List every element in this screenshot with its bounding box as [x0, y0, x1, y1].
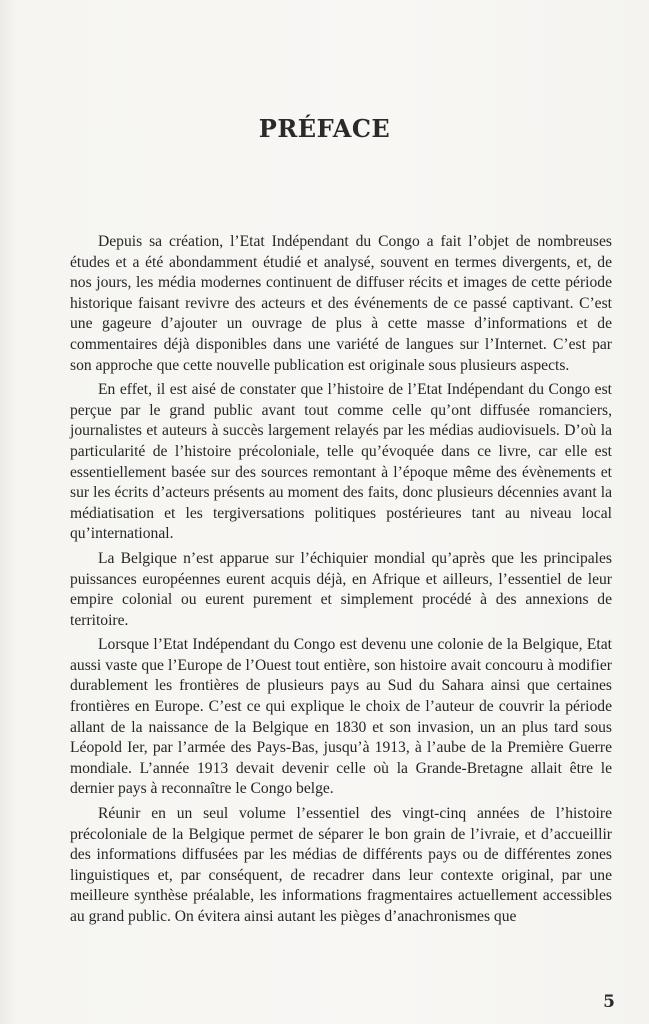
paragraph-4: Lorsque l’Etat Indépendant du Congo est devenu une colonie de la Belgique, Etat aussi vaste que l’Europe de l’Ouest tout entière, son histoire avait concouru à modifier durablement les frontières de plusieurs pays au Sud du Sahara ainsi que certaines frontières en Europe. C’est ce qui explique le choix de l’auteur de couvrir la période allant de la naissance de la Belgique en 1830 et son invasion, un an plus tard sous Léopold Ier, par l’armée des Pays-Bas, jusqu’à 1913, à l’aube de la Première Guerre mondiale. L’année 1913 devait devenir celle où la Grande-Bretagne allait être le dernier pays à reconnaître le Congo belge. [70, 636, 612, 798]
paragraph-2: En effet, il est aisé de constater que l’histoire de l’Etat Indépendant du Congo est perçue par le grand public avant tout comme celle qu’ont diffusée romanciers, journalistes et auteurs à succès largement relayés par les médias audiovisuels. D’où la particularité de l’histoire précoloniale, telle qu’évoquée dans ce livre, car elle est essentiellement basée sur des sources remontant à l’époque même des évènements et sur les écrits d’acteurs présents au moment des faits, donc plusieurs décennies avant la médiatisation et les tergiversations politiques postérieures tant au niveau local qu’international. [70, 381, 612, 543]
page-title: PRÉFACE [258, 114, 391, 143]
paragraph-3: La Belgique n’est apparue sur l’échiquier mondial qu’après que les principales puissances européennes eurent acquis déjà, en Afrique et ailleurs, l’essentiel de leur empire colonial ou eurent purement et simplement procédé à des annexions de territoire. [70, 549, 612, 629]
preface-body [70, 232, 612, 932]
page-number: 5 [603, 992, 615, 1012]
paragraph-1: Depuis sa création, l’Etat Indépendant du Congo a fait l’objet de nombreuses études et a été abondamment étudié et analysé, souvent en termes divergents, et, de nos jours, les média modernes continuent de diffuser récits et images de cette période historique faisant revivre des acteurs et des événements de ce passé captivant. C’est une gageure d’ajouter un ouvrage de plus à cette masse d’informations et de commentaires déjà disponibles dans une variété de langues sur l’Internet. C’est par son approche que cette nouvelle publication est originale sous plusieurs aspects. [70, 233, 612, 374]
paragraph-5: Réunir en un seul volume l’essentiel des vingt-cinq années de l’histoire précoloniale de la Belgique permet de séparer le bon grain de l’ivraie, et d’accueillir des informations diffusées par les médias de différents pays ou de différentes zones linguistiques et, par conséquent, de recadrer dans leur contexte original, par une meilleure synthèse préalable, les informations fragmentaires actuellement accessibles au grand public. On évitera ainsi autant les pièges d’anachronismes que [70, 805, 612, 925]
